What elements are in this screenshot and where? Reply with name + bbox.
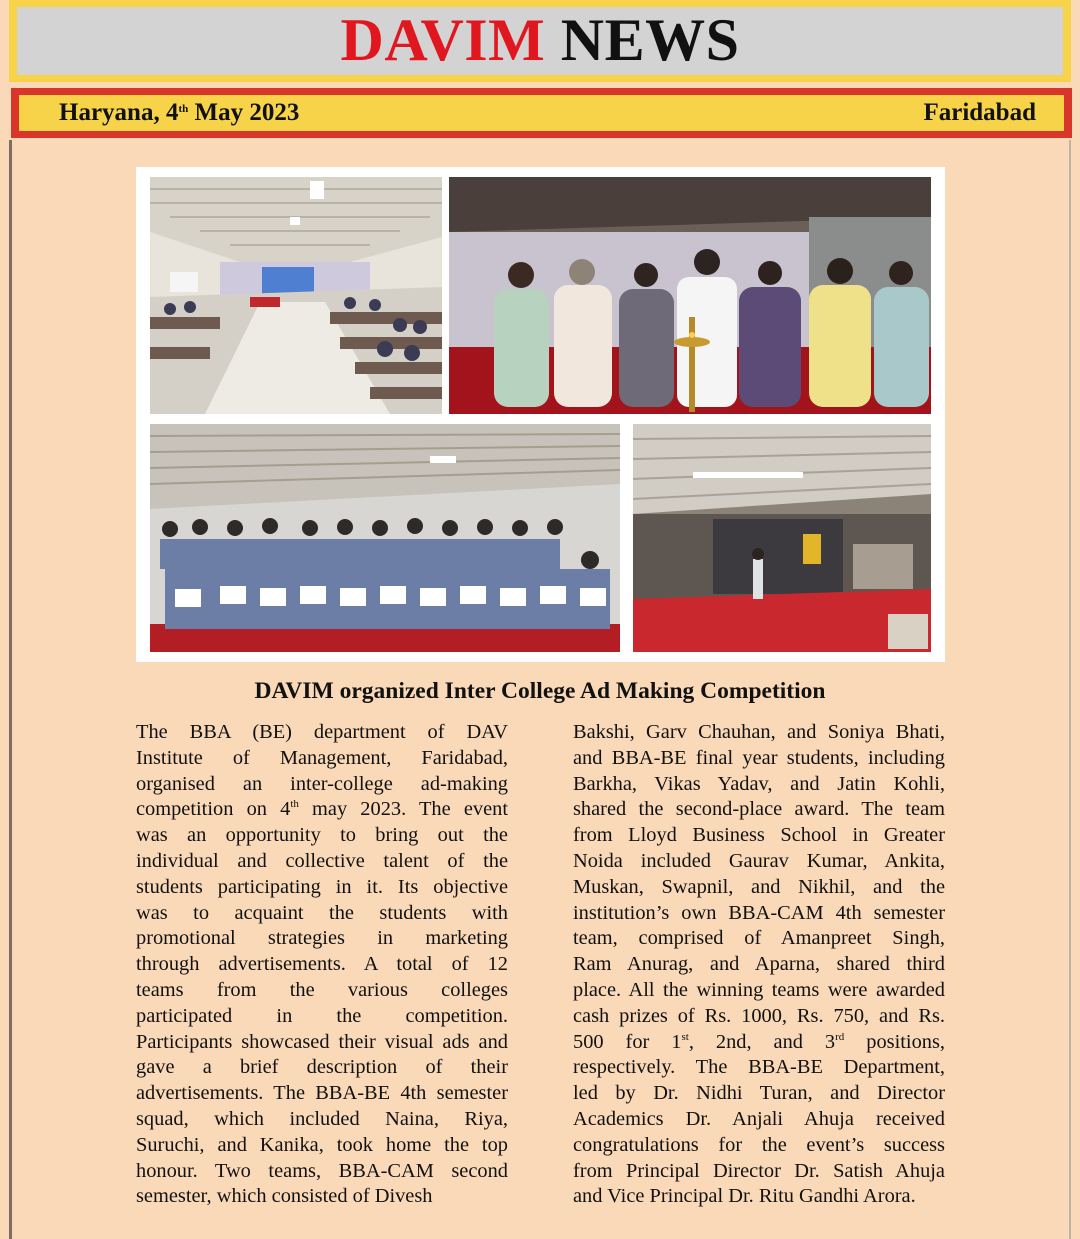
article-line: and BBA-BE final year students, including [573, 746, 945, 769]
article-line: semester, which consisted of Divesh [136, 1185, 433, 1208]
article-line: place. All the winning teams were awarded [573, 978, 945, 1001]
masthead-title-black: NEWS [545, 7, 740, 73]
article-line: from Principal Director Dr. Satish Ahuja [573, 1159, 945, 1182]
article-line: shared the second-place award. The team [573, 798, 945, 821]
article-line: advertisements. The BBA-BE 4th semester [136, 1082, 508, 1105]
classroom-photo [150, 177, 442, 414]
article-column-left [136, 720, 508, 1210]
article-line: team, comprised of Amanpreet Singh, [573, 927, 945, 950]
dateline-place: Haryana, 4 [59, 99, 179, 126]
article-line: was to acquaint the students with [136, 901, 508, 924]
article-line: led by Dr. Nidhi Turan, and Director [573, 1082, 945, 1105]
article-line: 500 for 1st, 2nd, and 3rd positions, [573, 1030, 945, 1053]
article-line: promotional strategies in marketing [136, 927, 508, 950]
article-line: cash prizes of Rs. 1000, Rs. 750, and Rs. [573, 1004, 945, 1027]
article-line: organised an inter-college ad-making [136, 772, 508, 795]
article-line: participated in the competition. [136, 1004, 508, 1027]
masthead-panel [17, 7, 1063, 75]
article-line: Bakshi, Garv Chauhan, and Soniya Bhati, [573, 721, 945, 743]
article-line: Muskan, Swapnil, and Nikhil, and the [573, 875, 945, 898]
article-headline: DAVIM organized Inter College Ad Making Competition [254, 678, 826, 704]
article-line: respectively. The BBA-BE Department, [573, 1056, 945, 1079]
article-line: through advertisements. A total of 12 [136, 953, 508, 976]
article-line: Institute of Management, Faridabad, [136, 746, 508, 769]
article-line: Academics Dr. Anjali Ahuja received [573, 1107, 945, 1130]
article-line: The BBA (BE) department of DAV [136, 721, 508, 743]
article-line: institution’s own BBA-CAM 4th semester [573, 901, 945, 924]
dateline-city: Faridabad [923, 99, 1036, 126]
article-line: competition on 4th may 2023. The event [136, 798, 508, 821]
article-line: Participants showcased their visual ads and [136, 1030, 508, 1053]
dateline-month-year: May 2023 [188, 99, 300, 126]
stage-photo [633, 424, 931, 652]
article-column-right [573, 720, 945, 1210]
dateline-bar [11, 88, 1072, 138]
article-line: teams from the various colleges [136, 978, 508, 1001]
article-line: individual and collective talent of the [136, 849, 508, 872]
article-line: and Vice Principal Dr. Ritu Gandhi Arora. [573, 1185, 916, 1208]
article-line: Ram Anurag, and Aparna, shared third [573, 953, 945, 976]
article-line: was an opportunity to bring out the [136, 824, 508, 847]
article-line: honour. Two teams, BBA-CAM second [136, 1159, 508, 1182]
masthead-title-red: DAVIM [340, 7, 546, 73]
ordinal-suffix: st [681, 1030, 689, 1043]
dateline-ordinal: th [178, 103, 189, 115]
article-line: from Lloyd Business School in Greater [573, 824, 945, 847]
ordinal-suffix: th [290, 798, 299, 811]
masthead [9, 0, 1071, 82]
photo-collage [136, 167, 945, 662]
article-line: Suruchi, and Kanika, took home the top [136, 1133, 508, 1156]
ordinal-suffix: rd [835, 1030, 845, 1043]
article-line: Noida included Gaurav Kumar, Ankita, [573, 849, 945, 872]
article-line: squad, which included Naina, Riya, [136, 1107, 508, 1130]
article-line: gave a brief description of their [136, 1056, 508, 1079]
group-photo [150, 424, 620, 652]
article-line: students participating in it. Its objective [136, 875, 508, 898]
lamp-lighting-photo [449, 177, 931, 414]
masthead-title [340, 7, 740, 73]
dateline-date [59, 99, 299, 127]
dateline-panel [19, 95, 1064, 131]
article-line: congratulations for the event’s success [573, 1133, 945, 1156]
article-line: Barkha, Vikas Yadav, and Jatin Kohli, [573, 772, 945, 795]
